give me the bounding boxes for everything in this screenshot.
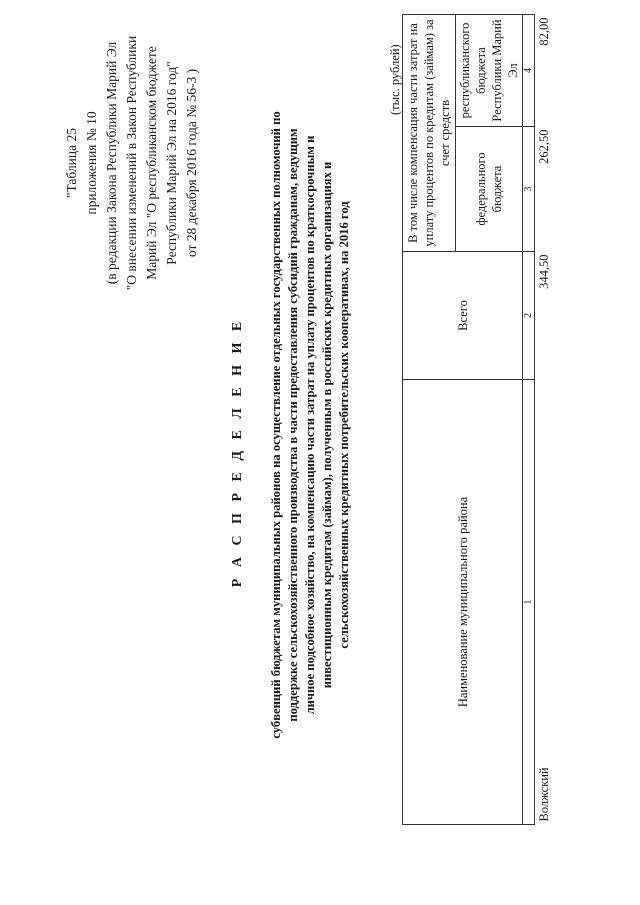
header-line: приложения № 10 (84, 111, 99, 215)
header-municipality: Наименование муниципального района (403, 380, 523, 825)
subtitle-line: субвенций бюджетам муниципальных районов на осуществление отдельных государственных полномочий по (269, 111, 283, 739)
cell-total: 344,50 (535, 252, 554, 380)
column-number: 1 (523, 380, 535, 825)
header-line: от 28 декабря 2016 года № 56-3 ) (184, 68, 199, 258)
cell-federal: 262,50 (535, 127, 554, 252)
column-number: 2 (523, 252, 535, 380)
document-title: Р А С П Р Е Д Е Л Е Н И Е (230, 317, 245, 588)
header-total: Всего (403, 252, 523, 380)
cell-republic: 82,00 (535, 15, 554, 127)
header-line: (в редакции Закона Республики Марий Эл (104, 41, 119, 285)
subtitle-line: инвестиционным кредитам (займам), полученным в российских кредитных организациях и (320, 161, 334, 689)
header-line: Марий Эл "О республиканском бюджете (144, 46, 159, 280)
column-number: 4 (523, 15, 535, 127)
header-line: "О внесении изменений в Закон Республики (124, 35, 139, 291)
cell-municipality: Волжский (535, 380, 554, 825)
subtitle-line: сельскохозяйственных кредитных потребительских кооперативах, на 2016 год (337, 201, 351, 649)
header-line: Республики Марий Эл на 2016 год" (164, 61, 179, 265)
document-subtitle (268, 30, 353, 820)
distribution-table (402, 14, 553, 825)
header-federal: федерального бюджета (456, 127, 523, 252)
subtitle-line: личное подсобное хозяйство, на компенсацию части затрат на уплату процентов по краткосрочным и (303, 135, 317, 715)
subtitle-line: поддержке сельскохозяйственного производства в части предоставления субсидий гражданам, ведущим (286, 128, 300, 722)
units-label: (тыс. рублей) (388, 44, 402, 115)
header-group: В том числе компенсация части затрат на уплату процентов по кредитам (займам) за счет средств (403, 15, 456, 252)
header-republic: республиканского бюджета Республики Марий Эл (456, 15, 523, 127)
column-number: 3 (523, 127, 535, 252)
header-line: "Таблица 25 (64, 128, 79, 198)
table-row (535, 15, 554, 825)
appendix-header (62, 13, 202, 313)
